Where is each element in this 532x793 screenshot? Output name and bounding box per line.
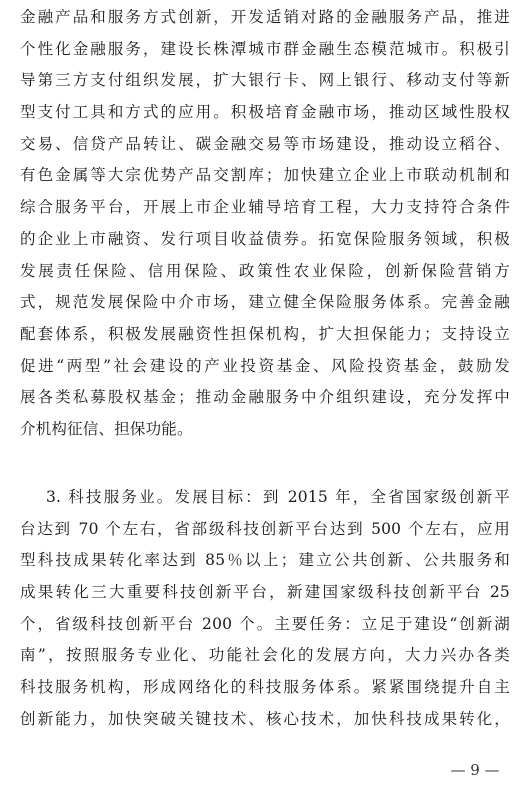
text-line: 配套体系，积极发展融资性担保机构，扩大担保能力；支持设立 xyxy=(20,324,510,343)
text-line: 发展责任保险、信用保险、政策性农业保险，创新保险营销方 xyxy=(20,261,510,280)
text-line: 金融产品和服务方式创新，开发适销对路的金融服务产品，推进 xyxy=(20,8,510,26)
text-line: 3. 科技服务业。发展目标：到 2015 年，全省国家级创新平 xyxy=(46,488,510,506)
text-line: 式，规范发展保险中介市场，建立健全保险服务体系。完善金融 xyxy=(20,293,510,312)
text-line: 导第三方支付组织发展，扩大银行卡、网上银行、移动支付等新 xyxy=(20,71,510,90)
text-line: 促进“两型”社会建设的产业投资基金、风险投资基金，鼓励发 xyxy=(20,356,510,375)
text-line: 成果转化三大重要科技创新平台，新建国家级科技创新平台 25 xyxy=(20,583,510,602)
text-line: 创新能力，加快突破关键技术、核心技术，加快科技成果转化， xyxy=(20,709,510,728)
text-line: 有色金属等大宗优势产品交割库；加快建立企业上市联动机制和 xyxy=(20,166,510,185)
text-line: 介机构征信、担保功能。 xyxy=(20,419,193,438)
text-line: 型支付工具和方式的应用。积极培育金融市场，推动区域性股权 xyxy=(20,103,510,122)
text-line: 台达到 70 个左右，省部级科技创新平台达到 500 个左右，应用 xyxy=(20,519,510,538)
paragraph-tech-services xyxy=(20,482,510,736)
text-line: 个性化金融服务，建设长株潭城市群金融生态模范城市。积极引 xyxy=(20,39,510,58)
text-line: 型科技成果转化率达到 85％以上；建立公共创新、公共服务和 xyxy=(20,551,510,570)
page-number: — 9 — xyxy=(450,761,500,779)
text-line: 的企业上市融资、发行项目收益债券。拓宽保险服务领域，积极 xyxy=(20,229,510,248)
text-line: 展各类私募股权基金；推动金融服务中介组织建设，充分发挥中 xyxy=(20,388,510,407)
text-line: 南”，按照服务专业化、功能社会化的发展方向，大力兴办各类 xyxy=(20,646,510,665)
text-line: 综合服务平台，开展上市企业辅导培育工程，大力支持符合条件 xyxy=(20,198,510,217)
paragraph-finance xyxy=(20,2,510,446)
text-line: 交易、信贷产品转让、碳金融交易等市场建设，推动设立稻谷、 xyxy=(20,134,510,153)
text-line: 个，省级科技创新平台 200 个。主要任务：立足于建设“创新湖 xyxy=(20,614,510,633)
text-line: 科技服务机构，形成网络化的科技服务体系。紧紧围绕提升自主 xyxy=(20,678,510,697)
